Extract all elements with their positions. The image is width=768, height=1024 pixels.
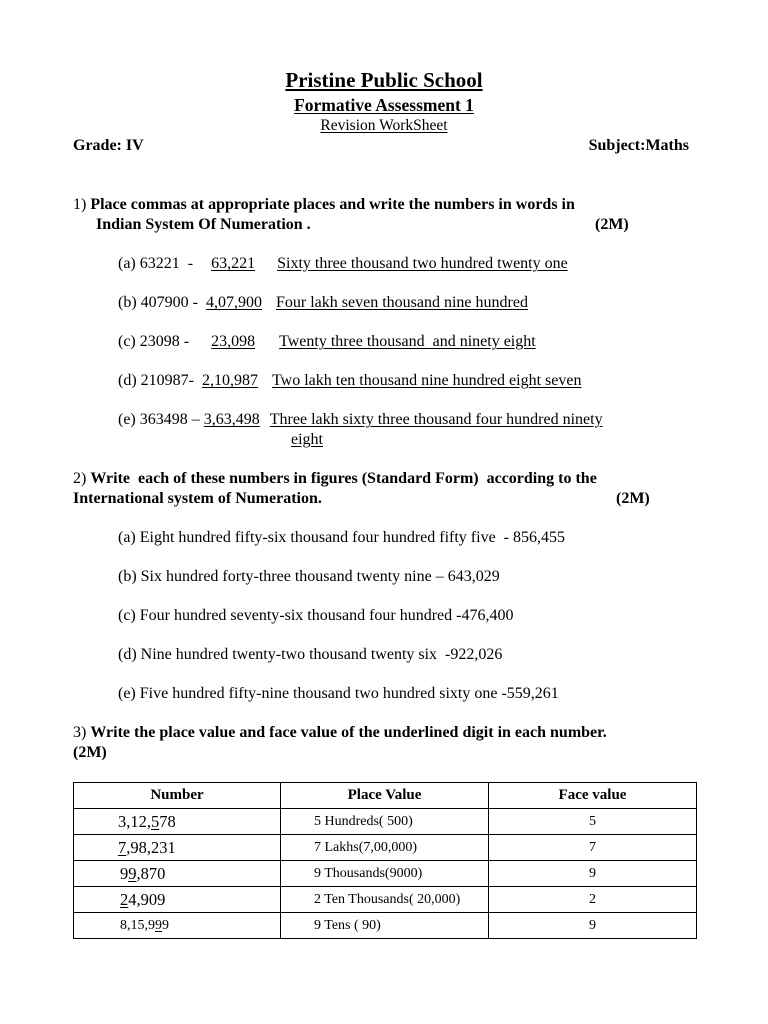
q3-heading-line1 <box>73 724 607 742</box>
place-value-cell: 5 Hundreds( 500) <box>281 809 489 835</box>
worksheet-title: Revision WorkSheet <box>320 117 448 134</box>
number-part: 4,909 <box>128 889 166 909</box>
face-value-cell: 9 <box>489 861 697 887</box>
q1-item-prefix: (d) 210987- <box>118 372 194 389</box>
q3-marks: (2M) <box>73 744 107 761</box>
place-value-cell: 9 Thousands(9000) <box>281 861 489 887</box>
table-header-row <box>74 783 697 809</box>
table-row <box>74 809 697 835</box>
q2-instruction-line2: International system of Numeration. <box>73 490 322 507</box>
number-cell <box>74 835 281 861</box>
q2-heading-line1 <box>73 470 597 488</box>
q1-instruction-line2: Indian System Of Numeration . <box>96 216 311 233</box>
q1-item-c <box>118 333 536 351</box>
q3-instruction: Write the place value and face value of the underlined digit in each number. <box>90 724 607 741</box>
assessment-title: Formative Assessment 1 <box>294 95 474 115</box>
q1-instruction-line1: Place commas at appropriate places and write the numbers in words in <box>90 196 575 213</box>
number-part: 78 <box>159 811 176 831</box>
q1-item-commas: 4,07,900 <box>205 294 262 311</box>
face-value-cell: 9 <box>489 913 697 939</box>
number-cell <box>74 887 281 913</box>
table-row <box>74 861 697 887</box>
column-header-number: Number <box>74 783 281 809</box>
q2-marks: (2M) <box>616 490 650 507</box>
q1-item-b <box>118 294 528 312</box>
number-part: ,870 <box>136 863 166 883</box>
place-value-table <box>73 782 697 939</box>
number-part: 9 <box>120 863 129 883</box>
q1-heading-line1 <box>73 196 575 214</box>
table-row <box>74 835 697 861</box>
q1-item-words: Twenty three thousand and ninety eight <box>279 333 536 350</box>
place-value-cell: 2 Ten Thousands( 20,000) <box>281 887 489 913</box>
number-cell <box>74 861 281 887</box>
q1-item-commas: 23,098 <box>211 333 256 350</box>
q2-item-a: (a) Eight hundred fifty-six thousand four hundred fifty five - 856,455 <box>118 529 566 546</box>
table-row <box>74 913 697 939</box>
underlined-digit: 7 <box>118 837 127 857</box>
column-header-face-value: Face value <box>489 783 697 809</box>
q1-item-commas: 2,10,987 <box>201 372 258 389</box>
number-part: 3,12, <box>118 811 151 831</box>
q1-item-commas: 3,63,498 <box>203 411 260 428</box>
column-header-place-value: Place Value <box>281 783 489 809</box>
face-value-cell: 5 <box>489 809 697 835</box>
face-value-cell: 2 <box>489 887 697 913</box>
q2-number: 2) <box>73 470 87 487</box>
underlined-digit: 9 <box>155 917 162 933</box>
underlined-digit: 5 <box>151 811 160 831</box>
q1-item-d <box>118 372 581 390</box>
q1-item-prefix: (b) 407900 - <box>118 294 202 311</box>
number-part: 9 <box>162 917 169 933</box>
q2-item-c: (c) Four hundred seventy-six thousand four hundred -476,400 <box>118 607 514 624</box>
underlined-digit: 9 <box>128 863 137 883</box>
q3-number: 3) <box>73 724 87 741</box>
table-row <box>74 887 697 913</box>
q2-item-d: (d) Nine hundred twenty-two thousand twenty six -922,026 <box>118 646 503 663</box>
subject-label: Subject:Maths <box>588 137 689 154</box>
q1-marks: (2M) <box>595 216 629 233</box>
place-value-cell: 9 Tens ( 90) <box>281 913 489 939</box>
q2-item-e: (e) Five hundred fifty-nine thousand two hundred sixty one -559,261 <box>118 685 559 702</box>
q1-item-prefix: (a) 63221 - <box>118 255 198 272</box>
q1-item-words: Two lakh ten thousand nine hundred eight seven <box>271 372 582 389</box>
number-cell <box>74 913 281 939</box>
number-cell <box>74 809 281 835</box>
number-part: 8,15,9 <box>120 917 155 933</box>
q1-item-a <box>118 255 568 273</box>
face-value-cell: 7 <box>489 835 697 861</box>
q1-item-e <box>118 411 603 429</box>
underlined-digit: 2 <box>120 889 129 909</box>
q1-item-prefix: (c) 23098 - <box>118 333 194 350</box>
number-part: ,98,231 <box>126 837 176 857</box>
q2-item-b: (b) Six hundred forty-three thousand twenty nine – 643,029 <box>118 568 500 585</box>
q1-item-prefix: (e) 363498 – <box>118 411 200 428</box>
q2-instruction-line1: Write each of these numbers in figures (Standard Form) according to the <box>90 470 597 487</box>
q1-item-e-words-cont: eight <box>291 431 323 448</box>
q1-number: 1) <box>73 196 87 213</box>
q1-item-words: Sixty three thousand two hundred twenty one <box>277 255 568 272</box>
place-value-cell: 7 Lakhs(7,00,000) <box>281 835 489 861</box>
school-title: Pristine Public School <box>285 68 483 92</box>
q1-item-words: Three lakh sixty three thousand four hundred ninety <box>269 411 603 428</box>
q1-item-commas: 63,221 <box>211 255 256 272</box>
grade-label: Grade: IV <box>73 137 144 154</box>
q1-item-words: Four lakh seven thousand nine hundred <box>275 294 528 311</box>
